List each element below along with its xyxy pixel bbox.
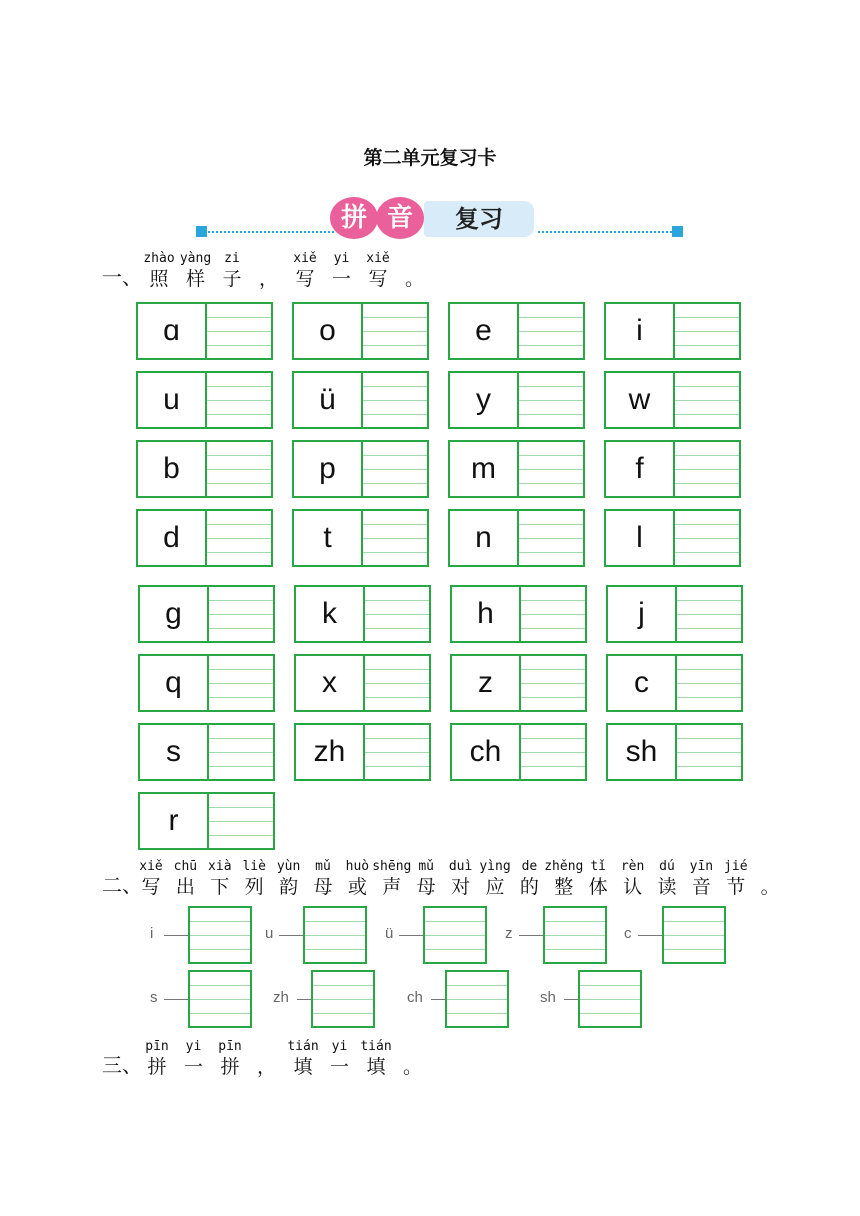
writing-box <box>303 906 367 964</box>
pinyin-annotation: zhào <box>143 251 175 266</box>
pair-connector <box>279 935 305 936</box>
writing-cell <box>606 723 743 781</box>
hanzi-character: 出 <box>175 876 195 898</box>
writing-cell <box>292 509 429 567</box>
pair-connector <box>164 935 190 936</box>
writing-cell <box>294 585 431 643</box>
writing-cell <box>138 654 275 712</box>
hanzi-character: 整 <box>554 876 574 898</box>
hanzi-character: 母 <box>416 876 436 898</box>
heading-char <box>361 1038 391 1078</box>
hanzi-character: 填 <box>366 1056 386 1078</box>
cell-divider <box>207 656 209 710</box>
hanzi-character: 写 <box>295 268 315 290</box>
hanzi-character: 子 <box>222 268 242 290</box>
pinyin-annotation <box>388 1038 438 1056</box>
hanzi-character: 母 <box>313 876 333 898</box>
writing-box <box>188 906 252 964</box>
writing-box <box>662 906 726 964</box>
pair-label: ü <box>385 925 394 942</box>
pinyin-annotation: huò <box>345 859 370 874</box>
heading-char <box>290 250 320 290</box>
hanzi-character: 一 <box>331 268 351 290</box>
pair-item <box>273 970 383 1028</box>
pinyin-annotation: mǔ <box>418 859 435 874</box>
writing-cell <box>448 509 585 567</box>
pair-item <box>505 906 615 964</box>
writing-cell <box>294 654 431 712</box>
writing-cell <box>450 723 587 781</box>
pair-item <box>385 906 495 964</box>
pinyin-annotation: de <box>521 859 538 874</box>
pinyin-annotation: xià <box>208 859 232 874</box>
cell-divider <box>361 373 363 427</box>
pinyin-annotation: xiě <box>139 859 163 874</box>
hanzi-character: 的 <box>519 876 539 898</box>
cell-letter: ü <box>294 373 361 427</box>
pinyin-annotation: duì <box>448 859 473 874</box>
hanzi-character: ， <box>256 1056 276 1078</box>
hanzi-character: 读 <box>657 876 677 898</box>
cell-divider <box>205 373 207 427</box>
pair-item <box>150 970 260 1028</box>
pinyin-annotation: jié <box>724 859 748 874</box>
writing-cell <box>138 792 275 850</box>
cell-divider <box>673 373 675 427</box>
cell-letter: zh <box>296 725 363 779</box>
writing-cell <box>136 440 273 498</box>
hanzi-character: 拼 <box>147 1056 167 1078</box>
writing-cell <box>138 585 275 643</box>
pair-item <box>150 906 260 964</box>
cell-letter: y <box>450 373 517 427</box>
writing-cell <box>448 302 585 360</box>
cell-divider <box>363 587 365 641</box>
heading-char <box>363 250 393 290</box>
hanzi-character: 应 <box>485 876 505 898</box>
cell-divider <box>675 587 677 641</box>
writing-cell <box>136 302 273 360</box>
hanzi-character: 。 <box>402 1056 422 1078</box>
pinyin-annotation: yi <box>331 1039 348 1054</box>
pair-label: s <box>150 989 158 1006</box>
cell-letter: ɑ <box>138 304 205 358</box>
cell-letter: c <box>608 656 675 710</box>
pinyin-annotation: zi <box>224 251 240 266</box>
writing-cell <box>138 723 275 781</box>
hanzi-character: 音 <box>691 876 711 898</box>
cell-letter: k <box>296 587 363 641</box>
heading-char <box>144 250 174 290</box>
banner-left-dash <box>204 231 334 233</box>
heading-char <box>252 1038 282 1078</box>
pinyin-annotation: tǐ <box>590 859 607 874</box>
cell-letter: h <box>452 587 519 641</box>
cell-letter: d <box>138 511 205 565</box>
cell-letter: j <box>608 587 675 641</box>
cell-divider <box>363 656 365 710</box>
heading-char <box>755 858 785 898</box>
cell-divider <box>207 587 209 641</box>
cell-letter: g <box>140 587 207 641</box>
pair-connector <box>399 935 425 936</box>
writing-cell <box>294 723 431 781</box>
hanzi-character: 。 <box>760 876 780 898</box>
heading-char <box>325 1038 355 1078</box>
hanzi-character: 韵 <box>279 876 299 898</box>
pair-connector <box>164 999 190 1000</box>
cell-letter: sh <box>608 725 675 779</box>
banner-left-square <box>196 226 207 237</box>
writing-cell <box>606 654 743 712</box>
pinyin-annotation: mǔ <box>315 859 331 874</box>
writing-cell <box>604 509 741 567</box>
writing-cell <box>136 371 273 429</box>
pinyin-annotation: pīn <box>145 1039 169 1054</box>
writing-cell <box>450 654 587 712</box>
hanzi-character: 列 <box>244 876 264 898</box>
hanzi-character: 一 <box>329 1056 349 1078</box>
cell-divider <box>519 587 521 641</box>
cell-letter: m <box>450 442 517 496</box>
writing-box <box>445 970 509 1028</box>
section-one-heading <box>102 250 802 290</box>
banner-circle-yin: 音 <box>376 197 424 239</box>
cell-letter: f <box>606 442 673 496</box>
writing-cell <box>292 371 429 429</box>
pinyin-annotation: tián <box>360 1039 392 1054</box>
pinyin-annotation: chū <box>173 859 198 874</box>
banner-label: 复习 <box>424 201 534 237</box>
pinyin-annotation <box>390 250 440 268</box>
hanzi-character: 样 <box>185 268 205 290</box>
cell-letter: i <box>606 304 673 358</box>
pinyin-annotation: xiě <box>293 251 317 266</box>
pinyin-annotation <box>745 858 795 876</box>
cell-letter: x <box>296 656 363 710</box>
hanzi-character: 一 <box>183 1056 203 1078</box>
heading-char <box>142 1038 172 1078</box>
section-banner <box>196 197 686 241</box>
cell-divider <box>363 725 365 779</box>
hanzi-character: 填 <box>293 1056 313 1078</box>
pair-label: ch <box>407 989 423 1006</box>
heading-char <box>181 250 211 290</box>
heading-char <box>217 250 247 290</box>
cell-letter: t <box>294 511 361 565</box>
cell-divider <box>519 656 521 710</box>
pair-label: zh <box>273 989 289 1006</box>
writing-box <box>543 906 607 964</box>
pinyin-annotation: tián <box>287 1039 319 1054</box>
cell-letter: o <box>294 304 361 358</box>
cell-letter: l <box>606 511 673 565</box>
pair-item <box>265 906 375 964</box>
cell-divider <box>517 511 519 565</box>
hanzi-character: 节 <box>726 876 746 898</box>
cell-letter: b <box>138 442 205 496</box>
pinyin-annotation: yàng <box>179 251 212 266</box>
hanzi-character: 写 <box>368 268 388 290</box>
pair-connector <box>638 935 664 936</box>
heading-char <box>179 1038 209 1078</box>
cell-letter: q <box>140 656 207 710</box>
pair-label: c <box>624 925 632 942</box>
cell-letter: n <box>450 511 517 565</box>
hanzi-character: 认 <box>623 876 643 898</box>
banner-circle-pin: 拼 <box>330 197 378 239</box>
cell-divider <box>517 442 519 496</box>
section-number: 三、 <box>102 1053 142 1077</box>
pair-connector <box>519 935 545 936</box>
writing-cell <box>450 585 587 643</box>
banner-right-dash <box>538 231 680 233</box>
hanzi-character: 对 <box>451 876 471 898</box>
section-two-heading <box>102 858 822 898</box>
pinyin-annotation: liè <box>242 859 266 874</box>
writing-cell <box>604 302 741 360</box>
pinyin-annotation: xiě <box>366 251 390 266</box>
writing-cell <box>604 371 741 429</box>
pinyin-annotation: yi <box>333 251 350 266</box>
cell-letter: r <box>140 794 207 848</box>
hanzi-character: 或 <box>347 876 367 898</box>
pinyin-annotation: dú <box>659 859 675 874</box>
cell-divider <box>205 511 207 565</box>
writing-cell <box>448 440 585 498</box>
hanzi-character: 下 <box>210 876 230 898</box>
writing-cell <box>606 585 743 643</box>
pair-item <box>624 906 734 964</box>
cell-letter: w <box>606 373 673 427</box>
cell-divider <box>205 304 207 358</box>
heading-char <box>400 250 430 290</box>
pinyin-annotation: shēng <box>372 859 412 874</box>
cell-letter: u <box>138 373 205 427</box>
section-number: 二、 <box>102 873 142 897</box>
cell-divider <box>207 794 209 848</box>
hanzi-character: 照 <box>149 268 169 290</box>
hanzi-character: 声 <box>382 876 402 898</box>
writing-box <box>578 970 642 1028</box>
cell-letter: p <box>294 442 361 496</box>
pinyin-annotation: yi <box>185 1039 202 1054</box>
cell-divider <box>207 725 209 779</box>
cell-divider <box>519 725 521 779</box>
cell-divider <box>673 511 675 565</box>
heading-char <box>327 250 357 290</box>
cell-letter: s <box>140 725 207 779</box>
cell-letter: e <box>450 304 517 358</box>
hanzi-character: ， <box>258 268 278 290</box>
cell-divider <box>205 442 207 496</box>
cell-letter: ch <box>452 725 519 779</box>
page-title: 第二单元复习卡 <box>363 147 497 169</box>
writing-cell <box>448 371 585 429</box>
pinyin-annotation: yùn <box>276 859 301 874</box>
pair-item <box>540 970 650 1028</box>
writing-cell <box>136 509 273 567</box>
cell-divider <box>673 442 675 496</box>
pinyin-annotation: yìng <box>479 859 511 874</box>
pair-label: z <box>505 925 513 942</box>
section-three-heading <box>102 1038 802 1078</box>
cell-divider <box>361 511 363 565</box>
hanzi-character: 拼 <box>220 1056 240 1078</box>
writing-cell <box>604 440 741 498</box>
heading-char <box>215 1038 245 1078</box>
heading-char <box>254 250 284 290</box>
cell-divider <box>361 304 363 358</box>
hanzi-character: 体 <box>588 876 608 898</box>
cell-divider <box>517 373 519 427</box>
cell-divider <box>673 304 675 358</box>
cell-divider <box>361 442 363 496</box>
hanzi-character: 写 <box>141 876 161 898</box>
pair-label: u <box>265 925 274 942</box>
pinyin-annotation: rèn <box>620 859 645 874</box>
banner-right-square <box>672 226 683 237</box>
writing-box <box>311 970 375 1028</box>
pair-item <box>407 970 517 1028</box>
pinyin-annotation: yīn <box>689 859 714 874</box>
section-number: 一、 <box>102 265 142 289</box>
hanzi-character: 。 <box>404 268 424 290</box>
writing-cell <box>292 440 429 498</box>
writing-box <box>188 970 252 1028</box>
writing-cell <box>292 302 429 360</box>
pinyin-annotation: zhěng <box>544 859 584 874</box>
cell-divider <box>517 304 519 358</box>
cell-divider <box>675 656 677 710</box>
heading-char <box>398 1038 428 1078</box>
pinyin-annotation: pīn <box>218 1039 242 1054</box>
cell-divider <box>675 725 677 779</box>
writing-box <box>423 906 487 964</box>
heading-char <box>288 1038 318 1078</box>
cell-letter: z <box>452 656 519 710</box>
pair-label: sh <box>540 989 556 1006</box>
pair-label: i <box>150 925 154 942</box>
